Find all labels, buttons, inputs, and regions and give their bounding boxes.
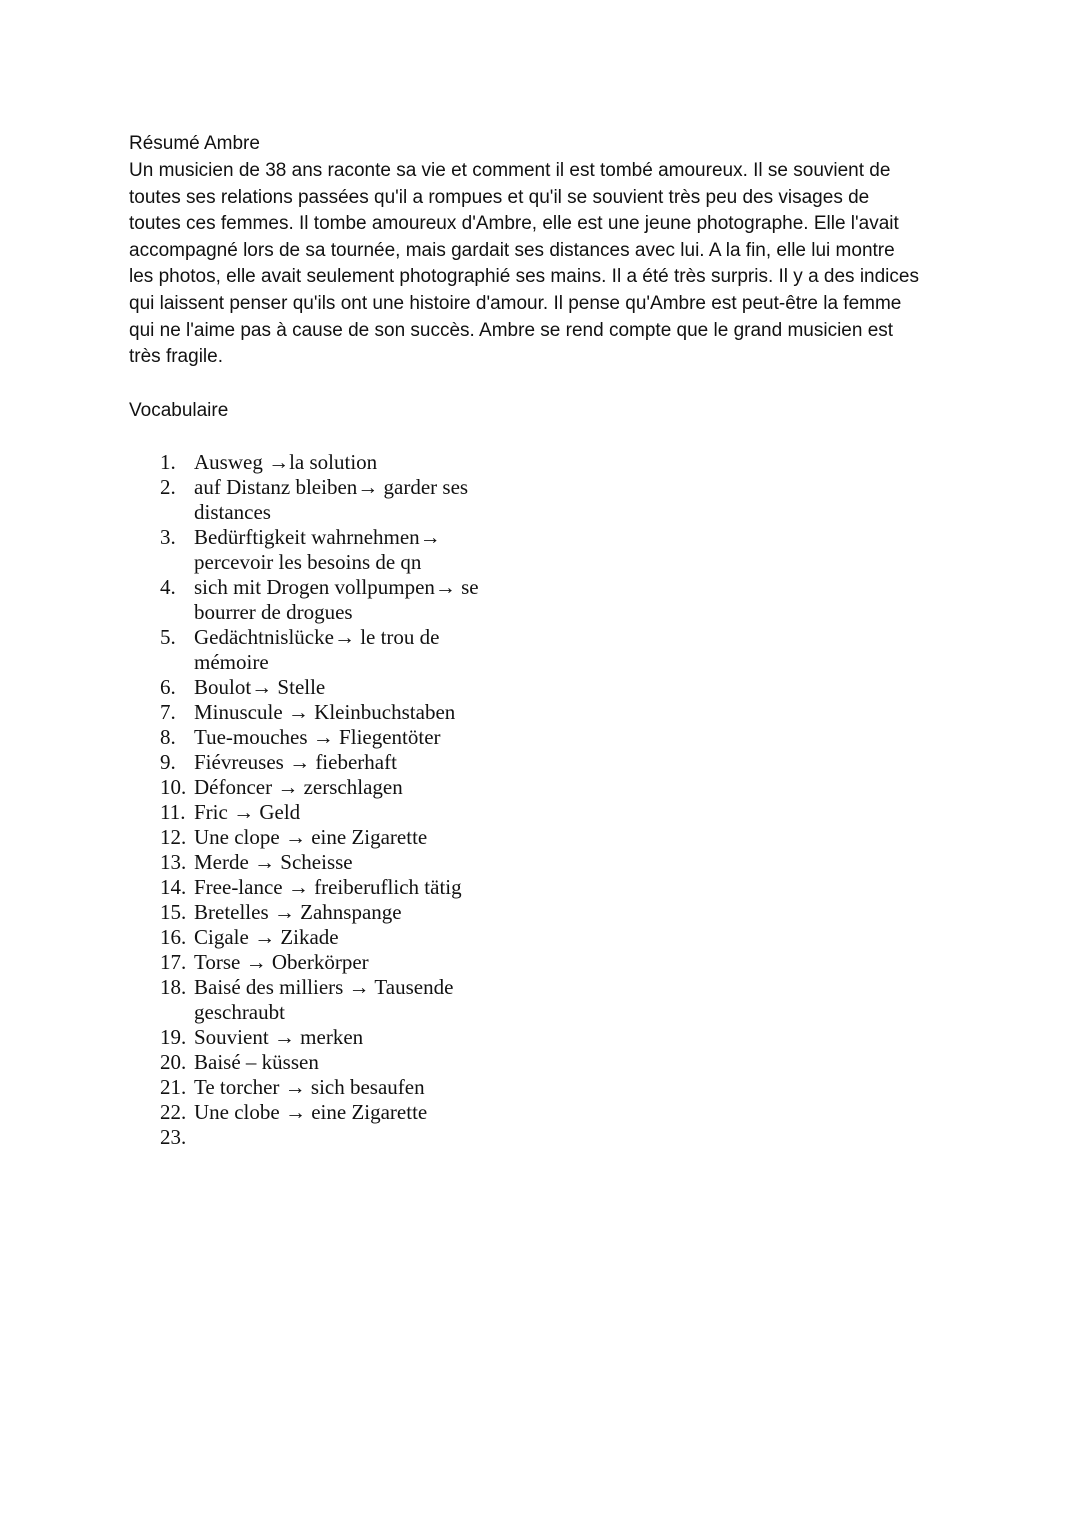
vocabulary-item-text [194,900,402,925]
vocabulary-item-line: Souvient → merken [194,1025,364,1049]
vocabulary-item-number: 1. [160,450,176,474]
summary-line: qui laissent penser qu'ils ont une histoire d'amour. Il pense qu'Ambre est peut-être la femme [129,292,902,314]
vocabulary-item-number: 9. [160,750,176,774]
vocabulary-item [160,1100,479,1125]
vocabulary-item-number: 6. [160,675,176,699]
summary-line: qui ne l'aime pas à cause de son succès. Ambre se rend compte que le grand musicien est [129,319,894,341]
vocabulary-item-line: Baisé des milliers → Tausende [194,975,454,999]
summary-line: très fragile. [129,346,223,368]
vocabulary-item-number: 16. [160,925,187,949]
vocabulary-item-line: auf Distanz bleiben→ garder ses [194,475,469,499]
vocabulary-item-line: geschraubt [194,1000,285,1024]
vocabulary-item-number: 23. [160,1125,187,1149]
vocabulary-item-text [194,675,325,700]
vocabulary-item-number: 21. [160,1075,187,1099]
vocabulary-item [160,675,479,700]
vocabulary-item [160,950,479,975]
vocabulary-item-text [194,1025,363,1050]
vocabulary-item [160,800,479,825]
vocabulary-item-number: 2. [160,475,176,499]
vocabulary-item-number: 5. [160,625,176,649]
vocabulary-item-text [194,1050,319,1075]
summary-paragraph [129,158,919,371]
vocabulary-item [160,975,479,1025]
vocabulary-item-number: 14. [160,875,187,899]
summary-line: toutes ces femmes. Il tombe amoureux d'Ambre, elle est une jeune photographe. Elle l'avait [129,213,899,235]
vocabulary-item-text [194,700,455,725]
summary-line: toutes ses relations passées qu'il a rompues et qu'il se souvient très peu des visages de [129,186,870,208]
vocabulary-item-line: distances [194,500,271,524]
vocabulary-item [160,1125,479,1150]
vocabulary-item-line: Une clope → eine Zigarette [194,825,428,849]
vocabulary-item-line: Défoncer → zerschlagen [194,775,403,799]
vocabulary-item-text [194,450,377,475]
vocabulary-item-line: Une clobe → eine Zigarette [194,1100,428,1124]
summary-title: Résumé Ambre [129,133,260,154]
vocabulary-item-number: 19. [160,1025,187,1049]
vocabulary-item [160,1050,479,1075]
vocabulary-item-text [194,1075,425,1100]
vocabulary-heading: Vocabulaire [129,400,229,421]
vocabulary-item-line: Cigale → Zikade [194,925,339,949]
vocabulary-item-text [194,575,479,625]
vocabulary-item-number: 7. [160,700,176,724]
vocabulary-item-text [194,850,353,875]
vocabulary-item [160,925,479,950]
vocabulary-item [160,450,479,475]
vocabulary-item-line: Ausweg →la solution [194,450,378,474]
summary-line: les photos, elle avait seulement photographié ses mains. Il a été très surpris. Il y a des indices [129,266,919,288]
vocabulary-item [160,900,479,925]
vocabulary-item-number: 13. [160,850,187,874]
vocabulary-list [160,450,479,1150]
vocabulary-item-text [194,825,427,850]
vocabulary-item [160,875,479,900]
vocabulary-item [160,575,479,625]
vocabulary-item-text [194,975,453,1025]
vocabulary-item-line: Torse → Oberkörper [194,950,369,974]
vocabulary-item-text [194,950,369,975]
vocabulary-item-number: 3. [160,525,176,549]
vocabulary-item-line: Free-lance → freiberuflich tätig [194,875,462,899]
vocabulary-item [160,625,479,675]
vocabulary-item-text [194,775,403,800]
vocabulary-item [160,825,479,850]
summary-line: Un musicien de 38 ans raconte sa vie et comment il est tombé amoureux. Il se souvient de [129,160,891,181]
vocabulary-item-line: Fiévreuses → fieberhaft [194,750,397,774]
vocabulary-item-line: Bretelles → Zahnspange [194,900,402,924]
vocabulary-item-line: Merde → Scheisse [194,850,353,874]
vocabulary-item-number: 22. [160,1100,187,1124]
vocabulary-item-number: 12. [160,825,187,849]
summary-line: accompagné lors de sa tournée, mais gardait ses distances avec lui. A la fin, elle lui montre [129,239,895,261]
vocabulary-item-line: Boulot→ Stelle [194,675,326,699]
vocabulary-item-number: 18. [160,975,187,999]
vocabulary-item-text [194,925,339,950]
vocabulary-item-number: 20. [160,1050,187,1074]
vocabulary-item-line: Baisé – küssen [194,1050,319,1074]
vocabulary-item-number: 17. [160,950,187,974]
vocabulary-item [160,700,479,725]
vocabulary-item [160,775,479,800]
vocabulary-item [160,1025,479,1050]
vocabulary-item-line: Gedächtnislücke→ le trou de [194,625,440,649]
vocabulary-item-number: 11. [160,800,186,824]
vocabulary-item-text [194,625,440,675]
vocabulary-item [160,1075,479,1100]
vocabulary-item-number: 10. [160,775,187,799]
vocabulary-item-number: 8. [160,725,176,749]
vocabulary-item [160,725,479,750]
vocabulary-item-number: 4. [160,575,176,599]
vocabulary-item-line: sich mit Drogen vollpumpen→ se [194,575,479,599]
vocabulary-item [160,475,479,525]
vocabulary-item-text [194,475,468,525]
vocabulary-item-text [194,1100,427,1125]
vocabulary-item-line: Fric → Geld [194,800,301,824]
vocabulary-item-number: 15. [160,900,187,924]
vocabulary-item [160,850,479,875]
vocabulary-item-line: Minuscule → Kleinbuchstaben [194,700,456,724]
vocabulary-item-line: Tue-mouches → Fliegentöter [194,725,441,749]
vocabulary-item [160,750,479,775]
vocabulary-item-line: mémoire [194,650,269,674]
vocabulary-item-line: bourrer de drogues [194,600,353,624]
vocabulary-item-line: percevoir les besoins de qn [194,550,422,574]
vocabulary-item-line: Te torcher → sich besaufen [194,1075,425,1099]
vocabulary-item-text [194,750,397,775]
vocabulary-item [160,525,479,575]
vocabulary-item-text [194,875,462,900]
vocabulary-item-line: Bedürftigkeit wahrnehmen→ [194,525,441,549]
vocabulary-item-text [194,525,441,575]
vocabulary-item-text [194,800,300,825]
vocabulary-item-text [194,725,441,750]
